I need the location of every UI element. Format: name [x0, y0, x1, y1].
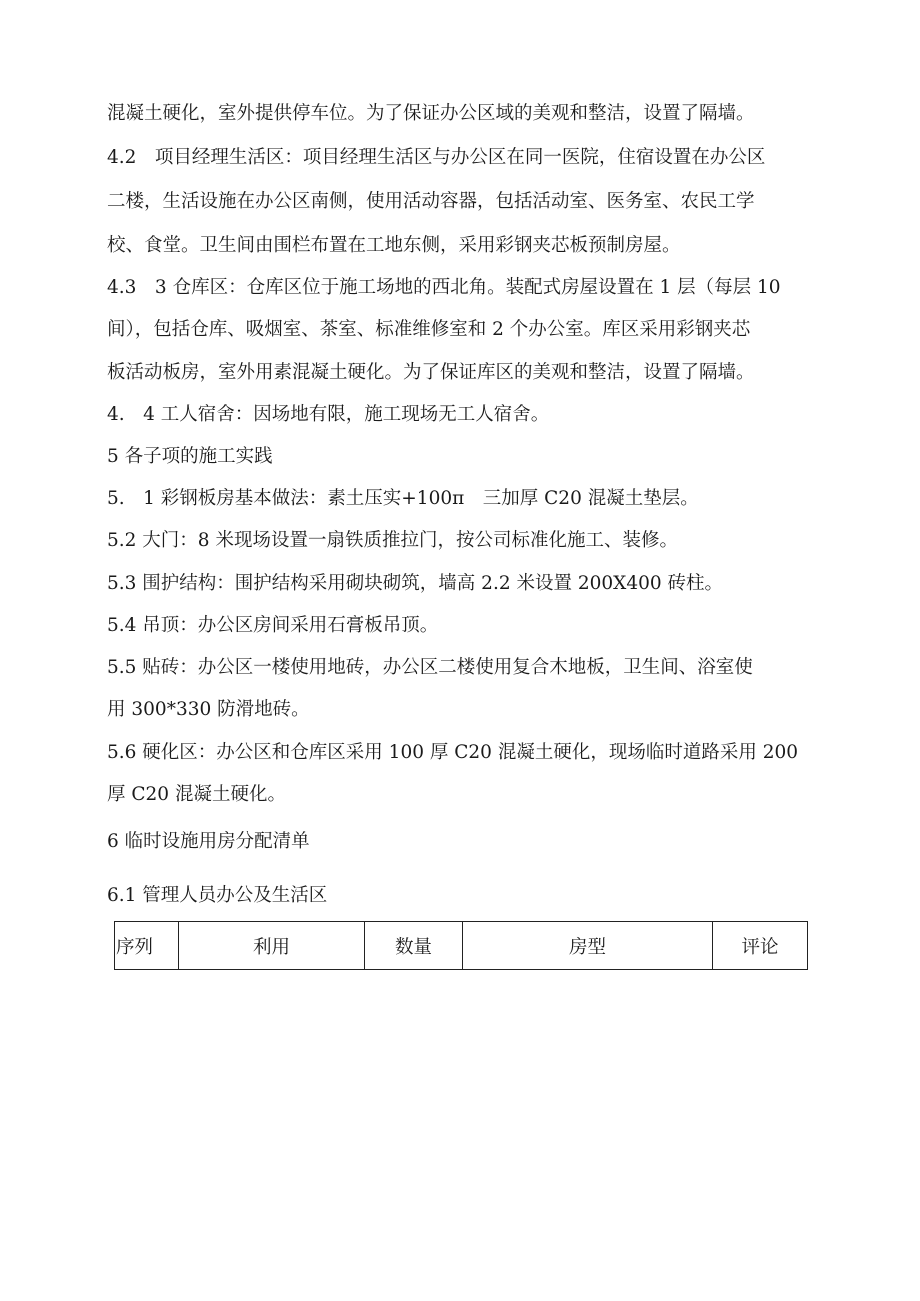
paragraph-line: 5.6 硬化区：办公区和仓库区采用 100 厚 C20 混凝土硬化，现场临时道路采用 200 — [107, 742, 799, 763]
paragraph-line: 4. 4 工人宿舍：因场地有限，施工现场无工人宿舍。 — [107, 404, 550, 425]
paragraph-line: 4.3 3 仓库区：仓库区位于施工场地的西北角。装配式房屋设置在 1 层（每层 10 — [107, 277, 781, 298]
paragraph-line: 5.5 贴砖：办公区一楼使用地砖，办公区二楼使用复合木地板，卫生间、浴室使 — [107, 657, 753, 678]
header-room-type: 房型 — [463, 922, 713, 970]
header-quantity: 数量 — [365, 922, 463, 970]
paragraph-line: 混凝土硬化，室外提供停车位。为了保证办公区域的美观和整洁，设置了隔墙。 — [107, 103, 755, 124]
section-heading-6-1: 6.1 管理人员办公及生活区 — [107, 885, 328, 906]
header-usage: 利用 — [179, 922, 365, 970]
header-sequence: 序列 — [115, 922, 179, 970]
paragraph-line: 板活动板房，室外用素混凝土硬化。为了保证库区的美观和整洁，设置了隔墙。 — [107, 362, 755, 383]
paragraph-line: 5. 1 彩钢板房基本做法：素土压实+100π 三加厚 C20 混凝土垫层。 — [107, 488, 699, 509]
paragraph-line: 4.2 项目经理生活区：项目经理生活区与办公区在同一医院，住宿设置在办公区 — [107, 147, 766, 168]
paragraph-line: 校、食堂。卫生间由围栏布置在工地东侧，采用彩钢夹芯板预制房屋。 — [107, 235, 681, 256]
paragraph-line: 5.2 大门：8 米现场设置一扇铁质推拉门，按公司标准化施工、装修。 — [107, 530, 678, 551]
paragraph-line: 间），包括仓库、吸烟室、茶室、标准维修室和 2 个办公室。库区采用彩钢夹芯 — [107, 319, 751, 340]
section-heading-6: 6 临时设施用房分配清单 — [107, 831, 310, 852]
paragraph-line: 5.4 吊顶：办公区房间采用石膏板吊顶。 — [107, 615, 439, 636]
section-heading-5: 5 各子项的施工实践 — [107, 446, 273, 467]
paragraph-line: 用 300*330 防滑地砖。 — [107, 699, 310, 720]
table-header-row — [115, 922, 808, 970]
header-remarks: 评论 — [713, 922, 808, 970]
paragraph-line: 5.3 围护结构：围护结构采用砌块砌筑，墙高 2.2 米设置 200X400 砖柱。 — [107, 573, 724, 594]
room-allocation-table — [114, 921, 808, 970]
paragraph-line: 二楼，生活设施在办公区南侧，使用活动容器，包括活动室、医务室、农民工学 — [107, 191, 755, 212]
paragraph-line: 厚 C20 混凝土硬化。 — [107, 784, 286, 805]
